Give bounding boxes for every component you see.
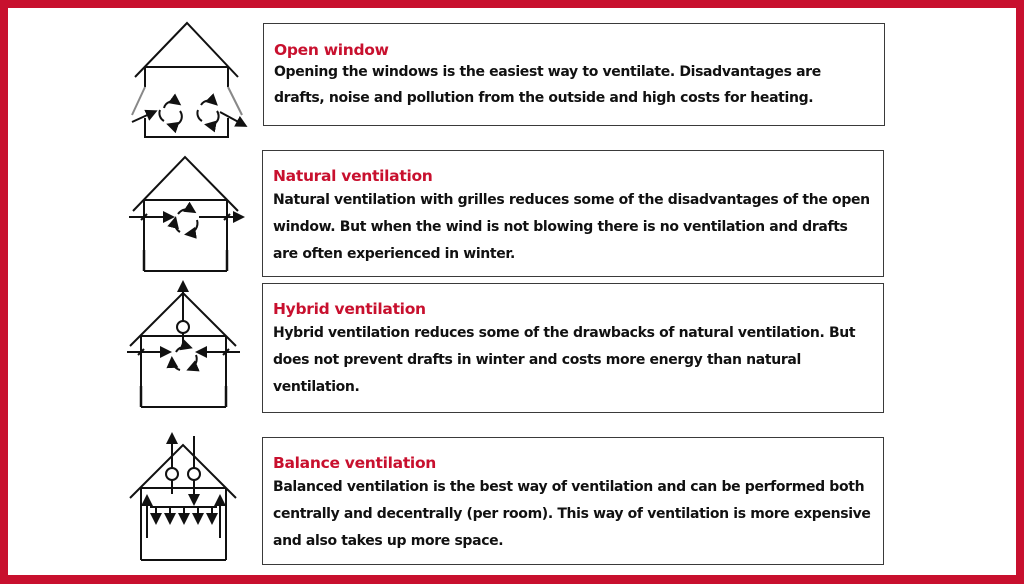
info-box-open-window <box>263 23 885 126</box>
info-box-natural-ventilation <box>262 150 884 277</box>
house-hybrid-ventilation-icon <box>120 278 260 418</box>
section-description: Opening the windows is the easiest way to ventilate. Disadvantages are drafts, noise and pollution from the outside and high costs for heating. <box>274 64 821 106</box>
house-balance-ventilation-icon <box>120 430 260 570</box>
section-title: Open window <box>274 41 389 59</box>
info-box-balance-ventilation <box>262 437 884 565</box>
section-description: Balanced ventilation is the best way of ventilation and can be performed both centrally and decentrally (per room). This way of ventilation is more expensive and also takes up more space. <box>273 479 871 549</box>
section-title: Natural ventilation <box>273 167 433 185</box>
section-title: Balance ventilation <box>273 454 437 472</box>
section-title: Hybrid ventilation <box>273 300 426 318</box>
house-open-window-icon <box>120 10 260 150</box>
section-description: Natural ventilation with grilles reduces some of the disadvantages of the open window. But when the wind is not blowing there is no ventilation and drafts are often experienced in winter. <box>273 192 870 262</box>
section-description: Hybrid ventilation reduces some of the drawbacks of natural ventilation. But does not prevent drafts in winter and costs more energy than natural ventilation. <box>273 325 856 395</box>
info-box-hybrid-ventilation <box>262 283 884 413</box>
house-natural-ventilation-icon <box>120 145 260 285</box>
